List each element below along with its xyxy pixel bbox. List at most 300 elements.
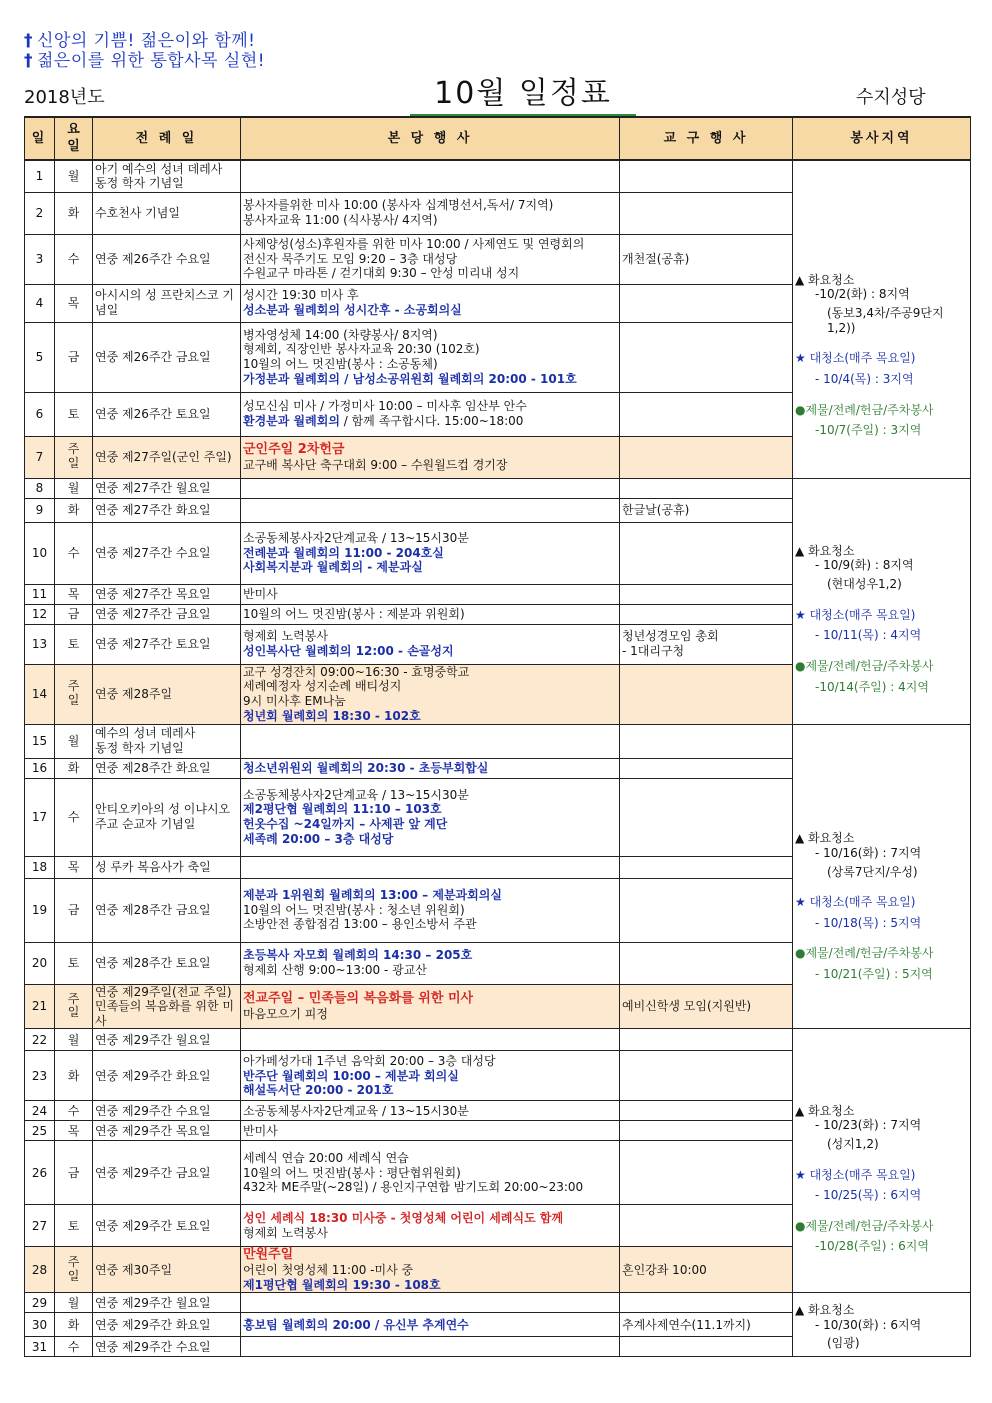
col-weekday xyxy=(55,117,93,160)
parish-event: 세족례 20:00 – 3층 대성당 xyxy=(243,831,394,846)
parish-event: 10월의 어느 멋진밤(봉사 : 소공동체) xyxy=(243,357,438,371)
weekday-cell: 월 xyxy=(55,724,93,758)
parish-event: 성인복사단 월례회의 12:00 - 손골성지 xyxy=(243,644,454,658)
weekday-cell xyxy=(55,1247,93,1293)
tuesday-cleaning-date: - 10/9(화) : 8지역 xyxy=(815,558,914,573)
col-diocese-events: 교 구 행 사 xyxy=(620,117,793,160)
parish-event: 전례분과 월례회의 11:00 - 204호실 xyxy=(243,545,444,560)
liturgy-cell xyxy=(93,1121,241,1141)
weekday-cell: 월 xyxy=(55,478,93,498)
diocese-event-cell xyxy=(620,322,793,392)
weekday-cell: 수 xyxy=(55,522,93,584)
liturgy-line: 연중 제29주간 월요일 xyxy=(95,1295,211,1310)
parish-event-cell xyxy=(241,942,620,984)
day-cell: 9 xyxy=(25,498,55,522)
day-cell: 16 xyxy=(25,758,55,778)
diocese-event-cell xyxy=(620,392,793,436)
motto-text-2: 젊은이를 위한 통합사목 실현! xyxy=(37,51,266,71)
diocese-event: 청년성경모임 총회 xyxy=(622,629,719,644)
diocese-event-cell xyxy=(620,1205,793,1247)
diocese-event-cell xyxy=(620,724,793,758)
parish-event-cell xyxy=(241,478,620,498)
service-area-cell xyxy=(793,1029,971,1293)
liturgy-line: 예수의 성녀 데레사 xyxy=(95,726,196,741)
service-area-cell xyxy=(793,1293,971,1357)
tuesday-cleaning-detail: (동보3,4차/주공9단지1,2)) xyxy=(827,306,944,335)
parish-event-cell xyxy=(241,1205,620,1247)
day-cell: 28 xyxy=(25,1247,55,1293)
parish-event: 청소년위원외 월례회의 20:30 - 초등부회합실 xyxy=(243,760,489,775)
liturgy-line: 민족들의 복음화를 위한 미사 xyxy=(95,999,234,1028)
diocese-event: 예비신학생 모임(지원반) xyxy=(622,999,752,1014)
weekday-text: 주일 xyxy=(67,991,80,1020)
day-cell: 21 xyxy=(25,984,55,1029)
diocese-event-cell xyxy=(620,758,793,778)
liturgy-cell xyxy=(93,392,241,436)
day-cell: 23 xyxy=(25,1051,55,1101)
weekday-cell: 토 xyxy=(55,624,93,664)
day-cell: 19 xyxy=(25,878,55,942)
diocese-event-cell xyxy=(620,498,793,522)
parish-event-cell xyxy=(241,984,620,1029)
liturgy-line: 동정 학자 기념일 xyxy=(95,176,184,191)
parish-event: 봉사자교육 11:00 (식사봉사/ 4지역) xyxy=(243,213,438,227)
day-cell: 7 xyxy=(25,436,55,478)
weekday-cell: 수 xyxy=(55,1101,93,1121)
liturgy-line: 연중 제29주간 금요일 xyxy=(95,1165,211,1180)
table-header-row xyxy=(25,117,971,160)
tuesday-cleaning-detail: (상록7단지/우성) xyxy=(827,864,918,879)
day-cell: 30 xyxy=(25,1313,55,1337)
diocese-event: 혼인강좌 10:00 xyxy=(622,1262,707,1277)
day-cell: 26 xyxy=(25,1141,55,1205)
parish-event: 형제회 노력봉사 xyxy=(243,1225,328,1240)
thursday-cleaning-date: - 10/11(목) : 4지역 xyxy=(815,628,922,643)
weekday-cell: 금 xyxy=(55,1141,93,1205)
diocese-event-cell xyxy=(620,1141,793,1205)
diocese-event-cell xyxy=(620,1051,793,1101)
parish-event: 성인 세례식 18:30 미사중 - 첫영성체 어린이 세례식도 함께 xyxy=(243,1211,564,1226)
parish-event: 교구배 복사단 축구대회 9:00 – 수원월드컵 경기장 xyxy=(243,457,508,472)
liturgy-cell xyxy=(93,856,241,878)
parish-event-cell xyxy=(241,1247,620,1293)
thursday-cleaning-label: ★ 대청소(매주 목요일) xyxy=(795,895,916,910)
weekday-cell: 금 xyxy=(55,322,93,392)
liturgy-line: 동정 학자 기념일 xyxy=(95,741,184,755)
parish-event-cell xyxy=(241,1337,620,1357)
parish-event: 어린이 첫영성체 11:00 -미사 중 xyxy=(243,1263,414,1278)
parish-event: 소공동체봉사자2단계교육 / 13~15시30분 xyxy=(243,531,469,546)
liturgy-cell xyxy=(93,498,241,522)
parish-event-cell xyxy=(241,664,620,724)
thursday-cleaning-label: ★ 대청소(매주 목요일) xyxy=(795,607,916,622)
liturgy-line: 연중 제27주간 화요일 xyxy=(95,502,211,517)
weekday-text: 주일 xyxy=(67,1255,80,1283)
liturgy-cell xyxy=(93,1029,241,1051)
parish-event-cell xyxy=(241,192,620,234)
parish-event: 만원주일 xyxy=(243,1247,294,1263)
diocese-event-cell xyxy=(620,1247,793,1293)
parish-event-cell xyxy=(241,284,620,322)
tuesday-cleaning-date: - 10/16(화) : 7지역 xyxy=(815,845,922,860)
day-cell: 2 xyxy=(25,192,55,234)
liturgy-cell xyxy=(93,284,241,322)
parish-event-cell xyxy=(241,1293,620,1313)
parish-event-cell xyxy=(241,1051,620,1101)
parish-event: 9시 미사후 EM나눔 xyxy=(243,694,346,708)
parish-event-cell xyxy=(241,878,620,942)
liturgy-cell xyxy=(93,584,241,604)
liturgy-line: 연중 제30주일 xyxy=(95,1262,173,1277)
parish-event: 반미사 xyxy=(243,1123,278,1138)
weekday-cell: 화 xyxy=(55,1051,93,1101)
diocese-event-cell xyxy=(620,1337,793,1357)
sunday-service-date: -10/7(주일) : 3지역 xyxy=(815,423,922,438)
diocese-event-cell xyxy=(620,984,793,1029)
liturgy-line: 연중 제29주간 화요일 xyxy=(95,1317,211,1332)
liturgy-line: 연중 제26주간 수요일 xyxy=(95,251,211,266)
liturgy-cell xyxy=(93,778,241,856)
parish-event: 수원교구 마라톤 / 걷기대회 9:30 – 안성 미리내 성지 xyxy=(243,266,520,281)
liturgy-line: 연중 제27주간 금요일 xyxy=(95,606,211,621)
weekday-cell: 목 xyxy=(55,856,93,878)
liturgy-cell xyxy=(93,1141,241,1205)
parish-event: 10월의 어느 멋진밤(봉사 : 청소년 위원회) xyxy=(243,902,465,917)
liturgy-cell xyxy=(93,160,241,192)
parish-event: 사회복지분과 월례회의 - 제분과실 xyxy=(243,560,423,575)
diocese-event-cell xyxy=(620,436,793,478)
table-row xyxy=(25,1029,971,1051)
weekday-cell: 토 xyxy=(55,1205,93,1247)
diocese-event-cell xyxy=(620,664,793,724)
parish-event-cell xyxy=(241,584,620,604)
day-cell: 6 xyxy=(25,392,55,436)
parish-event: 군인주일 2차헌금 xyxy=(243,441,345,457)
weekday-cell: 토 xyxy=(55,392,93,436)
col-weekday-b: 일 xyxy=(67,138,80,154)
parish-event: 마음모으기 피정 xyxy=(243,1007,328,1022)
tuesday-cleaning-label: ▲ 화요청소 xyxy=(795,831,855,846)
day-cell: 20 xyxy=(25,942,55,984)
liturgy-cell xyxy=(93,1101,241,1121)
diocese-event: 추계사제연수(11.1까지) xyxy=(622,1317,751,1332)
liturgy-cell xyxy=(93,192,241,234)
thursday-cleaning-date: - 10/25(목) : 6지역 xyxy=(815,1188,922,1203)
liturgy-cell xyxy=(93,724,241,758)
col-liturgy: 전 례 일 xyxy=(93,117,241,160)
col-day: 일 xyxy=(25,117,55,160)
day-cell: 22 xyxy=(25,1029,55,1051)
cross-icon: † xyxy=(24,51,33,71)
liturgy-line: 연중 제28주간 화요일 xyxy=(95,760,211,775)
year-label: 2018년도 xyxy=(24,87,105,108)
weekday-cell xyxy=(55,436,93,478)
diocese-event-cell xyxy=(620,522,793,584)
parish-event: 성소분과 월례회의 성시간후 - 소공회의실 xyxy=(243,303,462,317)
liturgy-cell xyxy=(93,758,241,778)
day-cell: 1 xyxy=(25,160,55,192)
liturgy-cell xyxy=(93,1247,241,1293)
weekday-cell: 화 xyxy=(55,758,93,778)
weekday-cell: 월 xyxy=(55,1029,93,1051)
day-cell: 10 xyxy=(25,522,55,584)
diocese-event-cell xyxy=(620,1293,793,1313)
weekday-text: 주일 xyxy=(67,442,80,470)
liturgy-line: 연중 제27주간 수요일 xyxy=(95,545,211,560)
liturgy-line: 연중 제26주간 토요일 xyxy=(95,406,211,421)
parish-event-cell xyxy=(241,436,620,478)
weekday-text: 주일 xyxy=(67,679,80,707)
tuesday-cleaning-label: ▲ 화요청소 xyxy=(795,543,855,558)
day-cell: 25 xyxy=(25,1121,55,1141)
liturgy-line: 연중 제27주간 토요일 xyxy=(95,636,211,651)
diocese-event-cell xyxy=(620,192,793,234)
liturgy-cell xyxy=(93,878,241,942)
parish-event: 전교주일 – 민족들의 복음화를 위한 미사 xyxy=(243,991,474,1007)
tuesday-cleaning-label: ▲ 화요청소 xyxy=(795,272,855,287)
liturgy-cell xyxy=(93,984,241,1029)
church-name: 수지성당 xyxy=(856,87,926,108)
tuesday-cleaning-date: - 10/23(화) : 7지역 xyxy=(815,1118,922,1133)
day-cell: 13 xyxy=(25,624,55,664)
liturgy-line: 연중 제27주간 목요일 xyxy=(95,586,211,601)
weekday-cell: 화 xyxy=(55,1313,93,1337)
col-service-area: 봉사지역 xyxy=(793,117,971,160)
weekday-cell: 수 xyxy=(55,234,93,284)
day-cell: 24 xyxy=(25,1101,55,1121)
parish-event: 성모신심 미사 / 가정미사 10:00 – 미사후 임산부 안수 xyxy=(243,399,527,414)
liturgy-line: 연중 제27주일(군인 주일) xyxy=(95,449,232,464)
parish-event: 헌옷수집 ~24일까지 – 사제관 앞 계단 xyxy=(243,817,448,831)
weekday-cell: 금 xyxy=(55,878,93,942)
weekday-cell: 수 xyxy=(55,1337,93,1357)
parish-event-cell xyxy=(241,778,620,856)
tuesday-cleaning-label: ▲ 화요청소 xyxy=(795,1103,855,1118)
diocese-event-cell xyxy=(620,1313,793,1337)
page-title: 10월 일정표 xyxy=(410,68,636,116)
diocese-event-cell xyxy=(620,1101,793,1121)
sunday-service-label: ●제물/전례/헌금/주차봉사 xyxy=(795,658,934,673)
parish-event: 가정분과 월례회의 / 남성소공위원회 월례회의 20:00 - 101호 xyxy=(243,371,577,386)
diocese-event-cell xyxy=(620,942,793,984)
liturgy-line: 연중 제29주간 목요일 xyxy=(95,1123,211,1138)
diocese-event-cell xyxy=(620,234,793,284)
thursday-cleaning-date: - 10/18(목) : 5지역 xyxy=(815,915,922,930)
liturgy-cell xyxy=(93,942,241,984)
diocese-event-cell xyxy=(620,778,793,856)
parish-event-cell xyxy=(241,1121,620,1141)
day-cell: 12 xyxy=(25,604,55,624)
parish-event: 성시간 19:30 미사 후 xyxy=(243,288,359,303)
motto-text-1: 신앙의 기쁨! 젊은이와 함께! xyxy=(37,31,256,51)
parish-event-cell xyxy=(241,522,620,584)
liturgy-line: 연중 제28주간 토요일 xyxy=(95,955,211,970)
parish-event-cell xyxy=(241,604,620,624)
parish-event: 제분과 1위원회 월례회의 13:00 – 제분과회의실 xyxy=(243,888,502,903)
liturgy-line: 주교 순교자 기념일 xyxy=(95,817,196,831)
thursday-cleaning-label: ★ 대청소(매주 목요일) xyxy=(795,1167,916,1182)
parish-event-cell xyxy=(241,1101,620,1121)
parish-event-cell xyxy=(241,234,620,284)
liturgy-cell xyxy=(93,1337,241,1357)
day-cell: 5 xyxy=(25,322,55,392)
liturgy-line: 연중 제29주간 화요일 xyxy=(95,1068,211,1083)
service-area-cell xyxy=(793,160,971,478)
diocese-event-cell xyxy=(620,856,793,878)
liturgy-cell xyxy=(93,604,241,624)
liturgy-line: 연중 제29주일(전교 주일) xyxy=(95,984,232,999)
day-cell: 4 xyxy=(25,284,55,322)
weekday-cell: 목 xyxy=(55,284,93,322)
sunday-service-label: ●제물/전례/헌금/주차봉사 xyxy=(795,1218,934,1233)
col-parish-events: 본 당 행 사 xyxy=(241,117,620,160)
liturgy-cell xyxy=(93,234,241,284)
cross-icon: † xyxy=(24,31,33,51)
liturgy-line: 연중 제28주간 금요일 xyxy=(95,902,211,917)
parish-event: 청년회 월례회의 18:30 - 102호 xyxy=(243,708,421,723)
schedule-table xyxy=(24,116,971,1357)
parish-event: 세례식 연습 20:00 세례식 연습 xyxy=(243,1150,409,1165)
parish-event: 10월의 어느 멋진밤(봉사 : 평단협위원회) xyxy=(243,1165,461,1180)
sunday-service-date: -10/28(주일) : 6지역 xyxy=(815,1239,929,1254)
liturgy-cell xyxy=(93,478,241,498)
sunday-service-date: -10/14(주일) : 4지역 xyxy=(815,679,929,694)
day-cell: 8 xyxy=(25,478,55,498)
col-weekday-a: 요 xyxy=(67,121,80,137)
parish-event-cell xyxy=(241,160,620,192)
parish-event: 제2평단협 월례회의 11:10 – 103호 xyxy=(243,802,442,817)
liturgy-line: 연중 제29주간 월요일 xyxy=(95,1032,211,1047)
weekday-cell: 월 xyxy=(55,1293,93,1313)
weekday-cell: 수 xyxy=(55,778,93,856)
day-cell: 15 xyxy=(25,724,55,758)
diocese-event-cell xyxy=(620,624,793,664)
parish-event-cell xyxy=(241,856,620,878)
diocese-event: 한글날(공휴) xyxy=(622,502,690,517)
table-row xyxy=(25,724,971,758)
day-cell: 17 xyxy=(25,778,55,856)
parish-event-cell xyxy=(241,322,620,392)
liturgy-line: 연중 제26주간 금요일 xyxy=(95,349,211,364)
motto-line-2 xyxy=(24,46,265,71)
diocese-event-cell xyxy=(620,1029,793,1051)
diocese-event-cell xyxy=(620,478,793,498)
sunday-service-date: - 10/21(주일) : 5지역 xyxy=(815,967,933,981)
service-area-cell xyxy=(793,478,971,724)
weekday-cell xyxy=(55,984,93,1029)
day-cell: 11 xyxy=(25,584,55,604)
parish-event: 432차 ME주말(~28일) / 용인지구연합 밤기도회 20:00~23:00 xyxy=(243,1180,584,1195)
liturgy-cell xyxy=(93,1051,241,1101)
tuesday-cleaning-label: ▲ 화요청소 xyxy=(795,1303,855,1318)
liturgy-cell xyxy=(93,322,241,392)
weekday-cell: 목 xyxy=(55,1121,93,1141)
weekday-cell: 월 xyxy=(55,160,93,192)
diocese-event: 개천절(공휴) xyxy=(622,251,690,266)
liturgy-line: 연중 제29주간 수요일 xyxy=(95,1339,211,1354)
liturgy-cell xyxy=(93,1205,241,1247)
weekday-cell: 금 xyxy=(55,604,93,624)
liturgy-line: 아시시의 성 프란치스코 기념일 xyxy=(95,288,234,317)
sunday-service-label: ●제물/전례/헌금/주차봉사 xyxy=(795,946,934,961)
tuesday-cleaning-date: - 10/30(화) : 6지역 xyxy=(815,1317,922,1332)
liturgy-line: 연중 제29주간 수요일 xyxy=(95,1103,211,1118)
day-cell: 29 xyxy=(25,1293,55,1313)
liturgy-cell xyxy=(93,1293,241,1313)
diocese-event-cell xyxy=(620,1121,793,1141)
parish-event-cell xyxy=(241,724,620,758)
liturgy-cell xyxy=(93,664,241,724)
sunday-service-label: ●제물/전례/헌금/주차봉사 xyxy=(795,402,934,417)
liturgy-cell xyxy=(93,436,241,478)
day-cell: 27 xyxy=(25,1205,55,1247)
liturgy-line: 안티오키아의 성 이냐시오 xyxy=(95,802,231,817)
parish-event: 형제회 산행 9:00~13:00 - 광교산 xyxy=(243,963,427,977)
liturgy-cell xyxy=(93,624,241,664)
parish-event-cell xyxy=(241,1029,620,1051)
diocese-event-cell xyxy=(620,160,793,192)
liturgy-line: 연중 제27주간 월요일 xyxy=(95,480,211,495)
parish-event-cell xyxy=(241,624,620,664)
tuesday-cleaning-detail: (성지1,2) xyxy=(827,1136,879,1151)
thursday-cleaning-label: ★ 대청소(매주 목요일) xyxy=(795,351,916,366)
parish-event-part: 환경분과 월례회의 xyxy=(243,414,340,428)
parish-event: 형제회, 직장인반 봉사자교육 20:30 (102호) xyxy=(243,342,480,357)
parish-event: 아가페성가대 1주년 음악회 20:00 – 3층 대성당 xyxy=(243,1053,496,1068)
parish-event xyxy=(243,414,617,429)
diocese-event: - 1대리구청 xyxy=(622,644,685,658)
parish-event: 소공동체봉사자2단계교육 / 13~15시30분 xyxy=(243,1103,469,1118)
parish-event: 세례예정자 성지순례 배티성지 xyxy=(243,679,402,694)
parish-event: 해설독서단 20:00 - 201호 xyxy=(243,1083,394,1098)
parish-event: 반미사 xyxy=(243,586,278,601)
liturgy-line: 연중 제28주일 xyxy=(95,686,173,701)
parish-event-cell xyxy=(241,758,620,778)
day-cell: 31 xyxy=(25,1337,55,1357)
day-cell: 3 xyxy=(25,234,55,284)
day-cell: 18 xyxy=(25,856,55,878)
tuesday-cleaning-detail: (임광) xyxy=(827,1336,860,1351)
liturgy-line: 성 루카 복음사가 축일 xyxy=(95,859,211,874)
parish-event-part: / 함께 족구합시다. 15:00~18:00 xyxy=(339,414,524,428)
weekday-cell: 토 xyxy=(55,942,93,984)
parish-event: 병자영성체 14:00 (차량봉사/ 8지역) xyxy=(243,327,438,342)
weekday-cell: 목 xyxy=(55,584,93,604)
parish-event: 교구 성경잔치 09:00~16:30 - 효명중학교 xyxy=(243,664,470,679)
parish-event: 전신자 묵주기도 모임 9:20 – 3층 대성당 xyxy=(243,251,458,266)
parish-event: 소공동체봉사자2단계교육 / 13~15시30분 xyxy=(243,787,469,802)
parish-event: 소방안전 종합점검 13:00 – 용인소방서 주관 xyxy=(243,917,477,932)
liturgy-line: 수호천사 기념일 xyxy=(95,205,180,220)
diocese-event-cell xyxy=(620,284,793,322)
liturgy-cell xyxy=(93,522,241,584)
parish-event-cell xyxy=(241,1313,620,1337)
parish-event: 10월의 어느 멋진밤(봉사 : 제분과 위원회) xyxy=(243,606,465,621)
weekday-cell xyxy=(55,664,93,724)
parish-event-cell xyxy=(241,1141,620,1205)
service-area-cell xyxy=(793,724,971,1029)
weekday-cell: 화 xyxy=(55,192,93,234)
liturgy-cell xyxy=(93,1313,241,1337)
thursday-cleaning-date: - 10/4(목) : 3지역 xyxy=(815,371,914,386)
tuesday-cleaning-detail: (현대성우1,2) xyxy=(827,577,902,592)
parish-event: 형제회 노력봉사 xyxy=(243,629,328,644)
table-row xyxy=(25,160,971,192)
liturgy-line: 아기 예수의 성녀 데레사 xyxy=(95,161,223,176)
parish-event: 반주단 월례회의 10:00 – 제분과 회의실 xyxy=(243,1068,459,1083)
parish-event-cell xyxy=(241,392,620,436)
diocese-event-cell xyxy=(620,584,793,604)
